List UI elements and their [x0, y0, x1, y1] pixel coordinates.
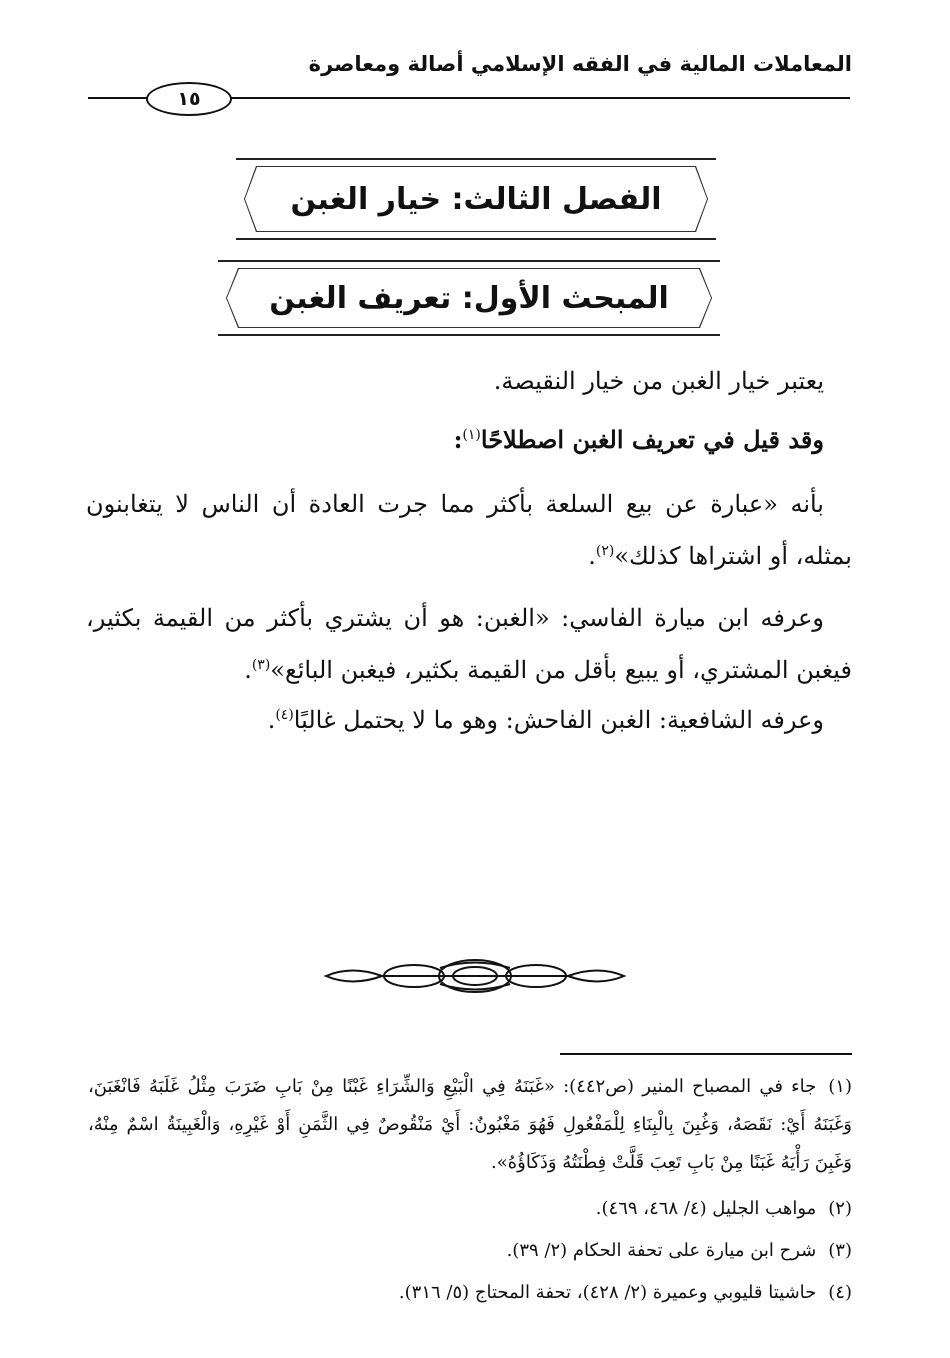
footnote-ref-1[interactable]: (١): [462, 427, 481, 443]
paragraph-2-text: وقد قيل في تعريف الغبن اصطلاحًا: [480, 425, 824, 454]
paragraph-3: [86, 478, 852, 582]
paragraph-4: [86, 592, 852, 696]
footnote-1: [88, 1068, 852, 1182]
paragraph-5: [92, 694, 852, 746]
chapter-heading: الفصل الثالث: خيار الغبن: [290, 181, 662, 217]
page-number: [146, 82, 232, 116]
ornament-divider: [322, 955, 628, 997]
footnote-1-number: (١): [828, 1076, 852, 1097]
paragraph-5-tail: .: [267, 706, 276, 734]
paragraph-2-tail: :: [453, 425, 463, 454]
footnote-2-text: مواهب الجليل (٤/ ٤٦٨، ٤٦٩).: [595, 1198, 817, 1219]
footnote-4-text: حاشيتا قليوبي وعميرة (٢/ ٤٢٨)، تحفة المحتاج (٥/ ٣١٦).: [398, 1282, 817, 1303]
footnote-rule: [560, 1053, 852, 1055]
section-heading-frame: [218, 260, 720, 336]
footnote-4-number: (٤): [828, 1282, 852, 1303]
section-heading: المبحث الأول: تعريف الغبن: [269, 280, 669, 316]
paragraph-4-text: وعرفه ابن ميارة الفاسي: «الغبن: هو أن يشتري بأكثر من القيمة بكثير، فيغبن المشتري، أو يبيع بأقل من القيمة بكثير، فيغبن البائع»: [86, 604, 852, 684]
footnote-ref-3[interactable]: (٣): [251, 657, 271, 673]
footnote-1-text: جاء في المصباح المنير (ص٤٤٢): «غَبَنَهُ فِي الْبَيْعِ وَالشِّرَاءِ غَبْنًا مِنْ بَابِ ضَرَبَ مِثْلُ غَلَبَهُ فَانْغَبَنَ، وَغَبَنَهُ أَيْ: نَقَصَهُ، وَغُبِنَ بِالْبِنَاءِ لِلْمَفْعُولِ فَهُوَ مَغْبُونٌ: أَيْ مَنْقُوصٌ فِي الثَّمَنِ أَوْ غَيْرِهِ، وَالْغَبِينَةُ اسْمٌ مِنْهُ، وَغَبِنَ رَأْيَهُ غَبَنًا مِنْ بَابِ تَعِبَ قَلَّتْ فِطْنَتُهُ وَذَكَاؤُهُ».: [88, 1076, 852, 1173]
paragraph-5-text: وعرفه الشافعية: الغبن الفاحش: وهو ما لا يحتمل غالبًا: [293, 706, 824, 734]
footnote-3-text: شرح ابن ميارة على تحفة الحكام (٢/ ٣٩).: [506, 1240, 817, 1261]
footnote-2: [88, 1190, 852, 1228]
paragraph-4-tail: .: [244, 656, 252, 684]
page-number-text: ١٥: [177, 88, 201, 110]
footnote-4: [88, 1274, 852, 1312]
chapter-heading-frame: [236, 158, 716, 240]
paragraph-3-text: بأنه «عبارة عن بيع السلعة بأكثر مما جرت العادة أن الناس لا يتغابنون بمثله، أو اشتراها كذلك»: [86, 490, 852, 570]
running-header-title: المعاملات المالية في الفقه الإسلامي أصالة ومعاصرة: [308, 52, 852, 76]
footnote-ref-2[interactable]: (٢): [595, 543, 615, 559]
footnote-3-number: (٣): [828, 1240, 852, 1261]
paragraph-2: [92, 414, 852, 466]
paragraph-3-tail: .: [588, 542, 596, 570]
footnote-2-number: (٢): [828, 1198, 852, 1219]
footnote-ref-4[interactable]: (٤): [275, 707, 294, 723]
paragraph-1: يعتبر خيار الغبن من خيار النقيصة.: [493, 367, 824, 395]
footnote-3: [88, 1232, 852, 1270]
